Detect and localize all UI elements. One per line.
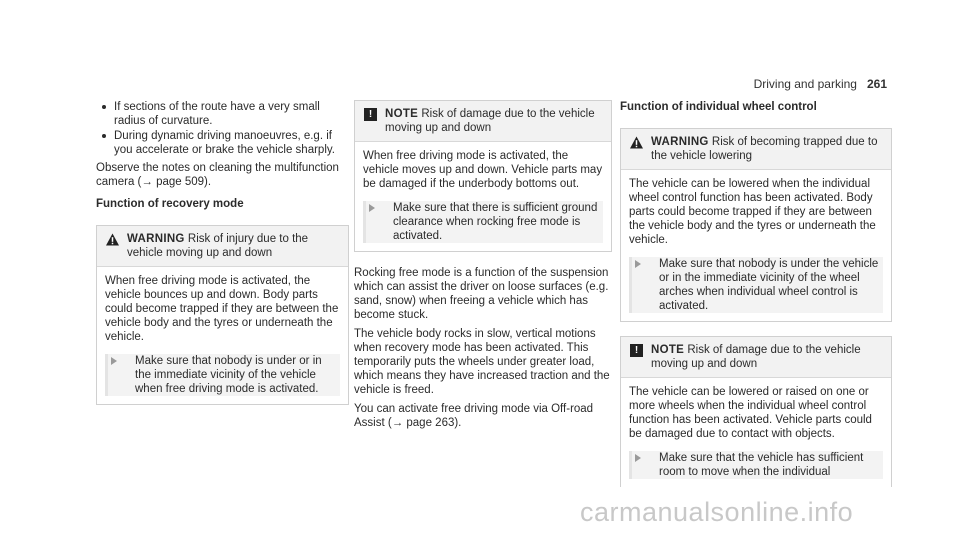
paragraph: The vehicle body rocks in slow, vertical motions when recovery mode has been activated. This temporarily puts the wheels under greater load, which means they have increased traction and the vehicle is freed. bbox=[354, 328, 610, 396]
warning-box bbox=[96, 225, 349, 405]
note-header bbox=[355, 101, 611, 142]
note-title: Risk of damage due to the vehicle moving up and down bbox=[385, 108, 595, 134]
column-1 bbox=[96, 100, 349, 419]
page-number: 261 bbox=[866, 77, 887, 91]
note-label: NOTE bbox=[651, 344, 685, 356]
column-2 bbox=[354, 100, 612, 435]
observe-paragraph: Observe the notes on cleaning the multifunction camera (→ page 509). bbox=[96, 162, 339, 188]
exclamation-icon: ! bbox=[630, 344, 643, 357]
warning-triangle-icon bbox=[106, 233, 119, 246]
note-title: Risk of damage due to the vehicle moving up and down bbox=[651, 344, 861, 370]
arrow-right-icon bbox=[111, 357, 117, 365]
column-3 bbox=[620, 100, 892, 487]
note-text: The vehicle can be lowered or raised on one or more wheels when the individual wheel control function has been activated. Vehicle parts could be damaged due to contact with objects. bbox=[629, 386, 872, 440]
warning-box bbox=[620, 128, 892, 322]
warning-title: Risk of injury due to the vehicle moving up and down bbox=[127, 233, 309, 259]
action-step bbox=[629, 257, 883, 313]
warning-body bbox=[621, 170, 891, 321]
note-box bbox=[620, 336, 892, 487]
note-body bbox=[355, 142, 611, 251]
arrow-right-icon bbox=[635, 260, 641, 268]
note-text: When free driving mode is activated, the vehicle moves up and down. Vehicle parts may be damaged if the underbody bottoms out. bbox=[363, 150, 603, 190]
arrow-right-icon bbox=[369, 204, 375, 212]
warning-text: The vehicle can be lowered when the individual wheel control function has been activated. Body parts could become trapped if they are between the vehicle body and the tyres or underneath the vehicle. bbox=[629, 178, 876, 246]
warning-text: When free driving mode is activated, the vehicle bounces up and down. Body parts could become trapped if they are between the vehicle body and the tyres or underneath the vehicle. bbox=[105, 275, 339, 343]
paragraph: You can activate free driving mode via Off-road Assist (→ page 263). bbox=[354, 403, 594, 429]
warning-header bbox=[97, 226, 348, 267]
note-header bbox=[621, 337, 891, 378]
action-text: Make sure that there is sufficient ground clearance when rocking free mode is activated. bbox=[393, 202, 598, 242]
warning-body bbox=[97, 267, 348, 404]
section-heading: Function of recovery mode bbox=[96, 198, 244, 210]
warning-triangle-icon bbox=[630, 136, 643, 149]
page-header bbox=[754, 77, 887, 91]
list-item: During dynamic driving manoeuvres, e.g. if you accelerate or brake the vehicle sharply. bbox=[96, 129, 349, 157]
action-step bbox=[629, 451, 883, 479]
action-text: Make sure that the vehicle has sufficient room to move when the individual bbox=[659, 452, 864, 478]
exclamation-icon: ! bbox=[364, 108, 377, 121]
list-item: If sections of the route have a very small radius of curvature. bbox=[96, 100, 349, 128]
warning-title: Risk of becoming trapped due to the vehicle lowering bbox=[651, 136, 878, 162]
warning-label: WARNING bbox=[651, 136, 709, 148]
warning-header bbox=[621, 129, 891, 170]
note-box bbox=[354, 100, 612, 252]
section-heading: Function of individual wheel control bbox=[620, 101, 817, 113]
bullet-list bbox=[96, 100, 349, 157]
action-text: Make sure that nobody is under the vehicle or in the immediate vicinity of the wheel arches when individual wheel control is activated. bbox=[659, 258, 879, 312]
action-text: Make sure that nobody is under or in the immediate vicinity of the vehicle when free driving mode is activated. bbox=[135, 355, 322, 395]
paragraph: Rocking free mode is a function of the suspension which can assist the driver on loose surfaces (e.g. sand, snow) when freeing a vehicle which has become stuck. bbox=[354, 267, 609, 321]
action-step bbox=[105, 354, 340, 396]
watermark: carmanualsonline.info bbox=[580, 497, 854, 527]
warning-label: WARNING bbox=[127, 233, 185, 245]
action-step bbox=[363, 201, 603, 243]
note-body bbox=[621, 378, 891, 487]
note-label: NOTE bbox=[385, 108, 419, 120]
section-title: Driving and parking bbox=[753, 77, 857, 91]
arrow-right-icon bbox=[635, 454, 641, 462]
